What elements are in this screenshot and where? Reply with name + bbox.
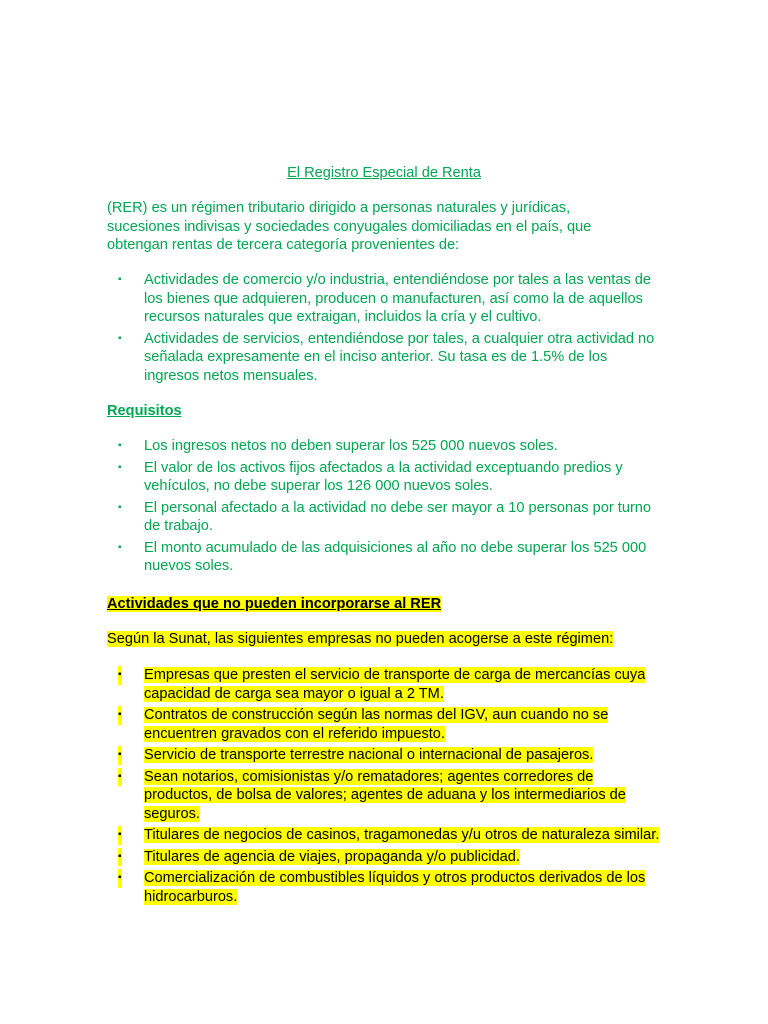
bullet-icon: ▪ xyxy=(118,440,122,451)
bullet-icon: ▪ xyxy=(118,826,122,845)
excluded-intro xyxy=(107,630,647,649)
list-item-text: Titulares de agencia de viajes, propaganda y/o publicidad. xyxy=(144,848,520,865)
bullet-icon: ▪ xyxy=(118,461,122,473)
list-item xyxy=(118,330,663,386)
list-item xyxy=(118,271,663,327)
list-item xyxy=(118,848,663,867)
intro-paragraph: (RER) es un régimen tributario dirigido a personas naturales y jurídicas, sucesiones indivisas y sociedades conyugales domiciliadas en el país, que obtengan rentas de tercera categoría provenientes de: xyxy=(107,200,592,253)
list-item-text: El valor de los activos fijos afectados a la actividad exceptuando predios y vehículos, no debe superar los 126 000 nuevos soles. xyxy=(144,459,623,494)
bullet-icon: ▪ xyxy=(118,848,122,867)
list-item-text: Sean notarios, comisionistas y/o rematadores; agentes corredores de productos, de bolsa de valores; agentes de aduana y los intermediarios de seguros. xyxy=(144,768,626,822)
bullet-icon: ▪ xyxy=(118,541,122,553)
list-item-text: Servicio de transporte terrestre nacional o internacional de pasajeros. xyxy=(144,747,594,763)
list-item-text: Empresas que presten el servicio de transporte de carga de mercancías cuya capacidad de carga sea mayor o igual a 2 TM. xyxy=(144,667,646,702)
list-item xyxy=(118,666,663,703)
bullet-icon: ▪ xyxy=(118,666,122,685)
excluded-heading-text: Actividades que no pueden incorporarse al RER xyxy=(107,596,442,612)
bullet-icon: ▪ xyxy=(118,501,122,513)
requirements-list xyxy=(118,437,663,579)
excluded-intro-text: Según la Sunat, las siguientes empresas no pueden acogerse a este régimen: xyxy=(107,631,614,647)
list-item xyxy=(118,746,663,765)
list-item xyxy=(118,459,663,496)
bullet-icon: ▪ xyxy=(118,869,122,888)
list-item xyxy=(118,499,663,536)
excluded-list xyxy=(118,666,663,909)
list-item-text: Los ingresos netos no deben superar los 525 000 nuevos soles. xyxy=(144,438,558,454)
excluded-heading xyxy=(107,595,441,614)
list-item-text: Titulares de negocios de casinos, tragamonedas y/u otros de naturaleza similar. xyxy=(144,827,660,843)
list-item xyxy=(118,869,663,906)
list-item xyxy=(118,437,663,456)
list-item-text: Actividades de comercio y/o industria, entendiéndose por tales a las ventas de los bienes que adquieren, producen o manufacturen, así como la de aquellos recursos naturales que extraigan, incluidos la cría y el cultivo. xyxy=(144,272,652,325)
list-item-text: Comercialización de combustibles líquidos y otros productos derivados de los hidrocarburos. xyxy=(144,870,646,905)
requirements-heading: Requisitos xyxy=(107,403,182,419)
activities-list xyxy=(118,271,663,388)
list-item-text: El personal afectado a la actividad no debe ser mayor a 10 personas por turno de trabajo. xyxy=(144,499,652,534)
list-item xyxy=(118,539,663,576)
list-item xyxy=(118,826,663,845)
bullet-icon: ▪ xyxy=(118,768,122,787)
list-item xyxy=(118,768,663,824)
list-item xyxy=(118,706,663,743)
list-item-text: El monto acumulado de las adquisiciones al año no debe superar los 525 000 nuevos soles. xyxy=(144,539,647,574)
bullet-icon: ▪ xyxy=(118,332,122,344)
list-item-text: Actividades de servicios, entendiéndose por tales, a cualquier otra actividad no señalada expresamente en el inciso anterior. Su tasa es de 1.5% de los ingresos netos mensuales. xyxy=(144,330,655,384)
bullet-icon: ▪ xyxy=(118,274,122,285)
document-title: El Registro Especial de Renta xyxy=(287,165,481,181)
bullet-icon: ▪ xyxy=(118,746,122,765)
bullet-icon: ▪ xyxy=(118,706,122,725)
list-item-text: Contratos de construcción según las normas del IGV, aun cuando no se encuentren gravados con el referido impuesto. xyxy=(144,707,609,742)
